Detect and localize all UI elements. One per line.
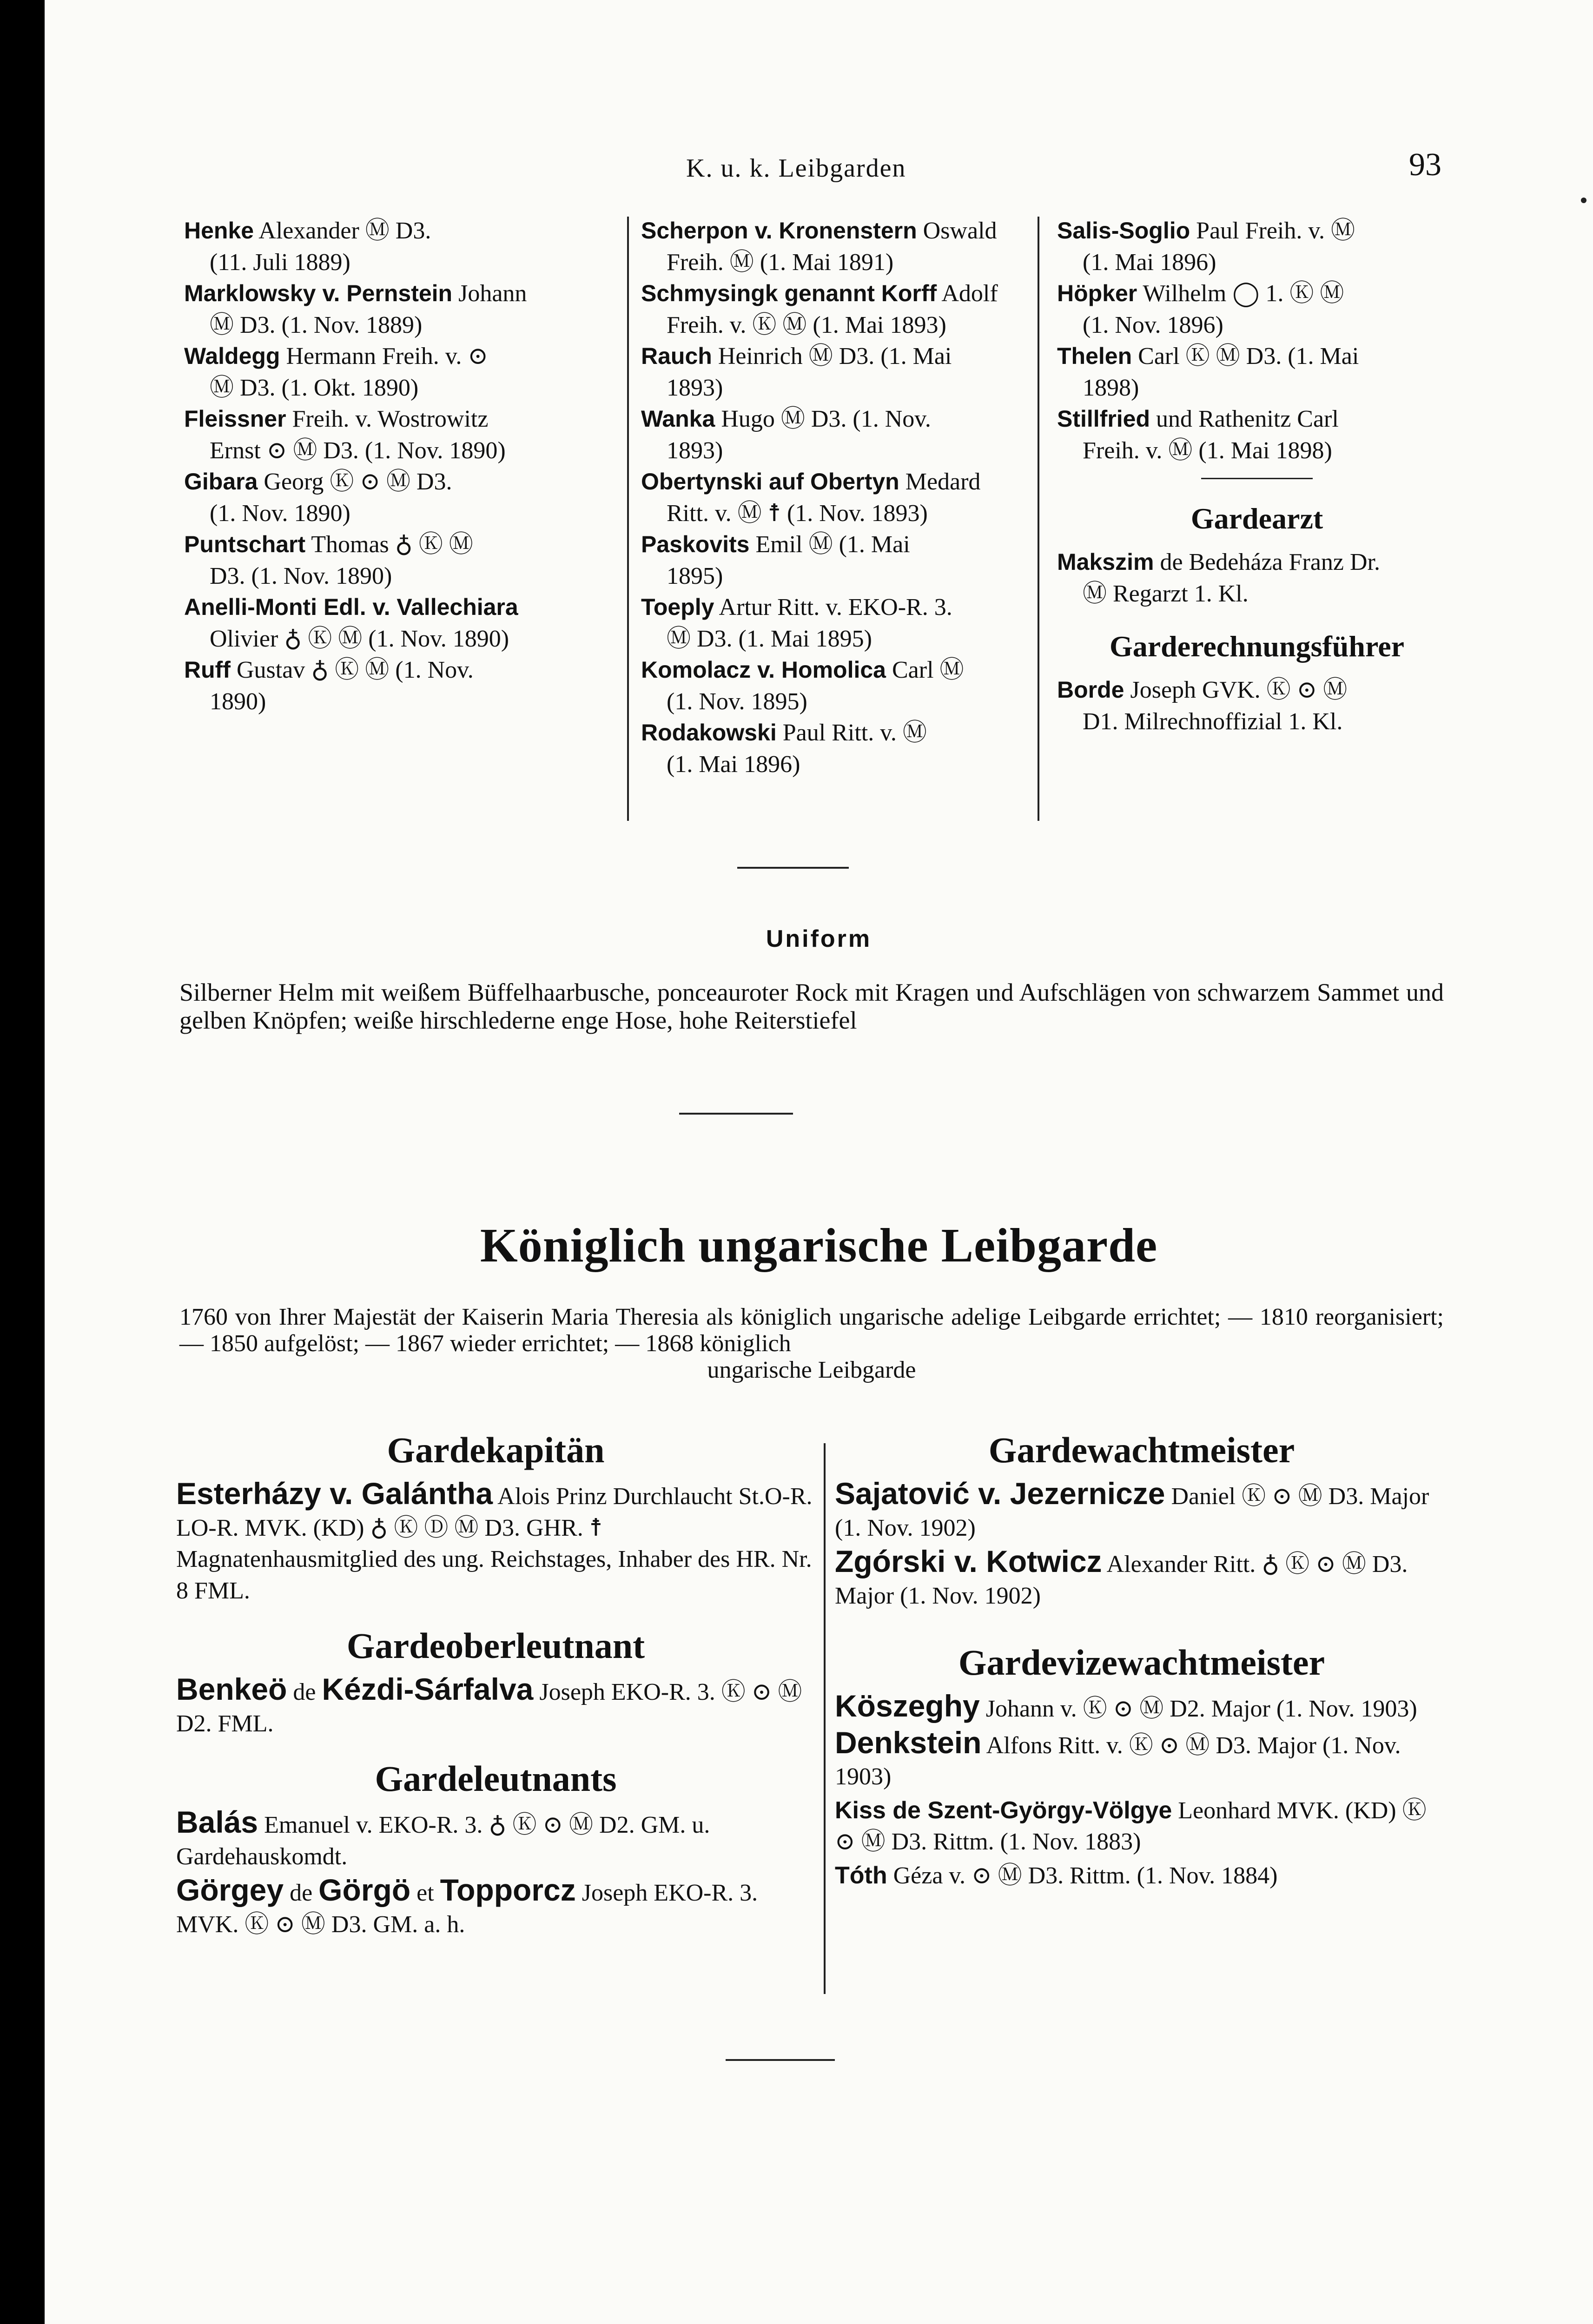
list-item: Anelli-Monti Edl. v. Vallechiara Olivier ♁ Ⓚ Ⓜ (1. Nov. 1890) [184, 594, 518, 652]
list-item: Komolacz v. Homolica Carl Ⓜ (1. Nov. 1895) [641, 657, 964, 715]
list-item: Toeply Artur Ritt. v. EKO-R. 3. Ⓜ D3. (1. Mai 1895) [641, 594, 952, 652]
column-3 [1057, 215, 1457, 737]
left-column [176, 1427, 815, 1942]
running-head: K. u. k. Leibgarden [686, 154, 906, 183]
list-item: Balás Emanuel v. EKO-R. 3. ♁ Ⓚ ⊙ Ⓜ D2. GM. u. Gardehauskomdt. [176, 1805, 710, 1870]
divider [679, 1113, 793, 1115]
intro-text: 1760 von Ihrer Majestät der Kaiserin Maria Theresia als königlich ungarische adelige Leibgarde errichtet; — 1810 reorganisiert; — 1850 aufgelöst; — 1867 wieder errichtet; — 1868 königlich ungarische Leibgarde [179, 1304, 1444, 1383]
list-item: Puntschart Thomas ♁ Ⓚ Ⓜ D3. (1. Nov. 1890) [184, 531, 473, 589]
column-divider [1038, 217, 1039, 821]
list-item: Salis-Soglio Paul Freih. v. Ⓜ (1. Mai 1896) [1057, 218, 1355, 276]
list-item: Esterházy v. Galántha Alois Prinz Durchlaucht St.O-R. LO-R. MVK. (KD) ♁ Ⓚ Ⓓ Ⓜ D3. GHR. ☨ Magnatenhausmitglied des ung. Reichstages, Inhaber des HR. Nr. 8 FML. [176, 1476, 813, 1604]
margin-dot [1581, 198, 1586, 203]
uniform-text: Silberner Helm mit weißem Büffelhaarbusche, ponceauroter Rock mit Kragen und Aufschlägen von schwarzem Sammet und gelben Knöpfen; weiße hirschlederne enge Hose, hohe Reiterstiefel [179, 978, 1444, 1034]
list-item: Rauch Heinrich Ⓜ D3. (1. Mai 1893) [641, 343, 952, 401]
list-item: Wanka Hugo Ⓜ D3. (1. Nov. 1893) [641, 406, 931, 464]
list-item: Köszeghy Johann v. Ⓚ ⊙ Ⓜ D2. Major (1. Nov. 1903) [835, 1689, 1417, 1723]
column-divider [627, 217, 629, 821]
section-heading: Gardekapitän [387, 1430, 605, 1470]
list-item: Paskovits Emil Ⓜ (1. Mai 1895) [641, 531, 910, 589]
list-item: Gibara Georg Ⓚ ⊙ Ⓜ D3. (1. Nov. 1890) [184, 469, 452, 527]
list-item: Fleissner Freih. v. Wostrowitz Ernst ⊙ Ⓜ D3. (1. Nov. 1890) [184, 406, 506, 464]
list-item: Scherpon v. Kronenstern Oswald Freih. Ⓜ (1. Mai 1891) [641, 218, 997, 276]
list-item: Görgey de Görgö et Topporcz Joseph EKO-R. 3. MVK. Ⓚ ⊙ Ⓜ D3. GM. a. h. [176, 1873, 758, 1938]
list-item: Rodakowski Paul Ritt. v. Ⓜ (1. Mai 1896) [641, 720, 927, 778]
section-heading: Gardeleutnants [375, 1758, 617, 1799]
divider [726, 2059, 835, 2061]
list-item: Marklowsky v. Pernstein Johann Ⓜ D3. (1. Nov. 1889) [184, 280, 527, 338]
list-item: Tóth Géza v. ⊙ Ⓜ D3. Rittm. (1. Nov. 1884) [835, 1862, 1278, 1889]
list-item: Stillfried und Rathenitz Carl Freih. v. Ⓜ (1. Mai 1898) [1057, 406, 1339, 464]
list-item: Kiss de Szent-György-Völgye Leonhard MVK. (KD) Ⓚ ⊙ Ⓜ D3. Rittm. (1. Nov. 1883) [835, 1796, 1427, 1855]
list-item: Sajatović v. Jezernicze Daniel Ⓚ ⊙ Ⓜ D3. Major (1. Nov. 1902) [835, 1476, 1429, 1541]
divider [737, 867, 849, 869]
section-heading: Gardeoberleutnant [346, 1625, 645, 1666]
list-item: Borde Joseph GVK. Ⓚ ⊙ Ⓜ D1. Milrechnoffizial 1. Kl. [1057, 677, 1348, 735]
list-item: Höpker Wilhelm ◯ 1. Ⓚ Ⓜ (1. Nov. 1896) [1057, 280, 1344, 338]
list-item: Schmysingk genannt Korff Adolf Freih. v. Ⓚ Ⓜ (1. Mai 1893) [641, 280, 998, 338]
page-number: 93 [1409, 147, 1441, 183]
divider [1201, 478, 1313, 479]
column-divider [824, 1443, 826, 1994]
list-item: Ruff Gustav ♁ Ⓚ Ⓜ (1. Nov. 1890) [184, 657, 474, 715]
list-item: Zgórski v. Kotwicz Alexander Ritt. ♁ Ⓚ ⊙ Ⓜ D3. Major (1. Nov. 1902) [835, 1544, 1408, 1609]
list-item: Waldegg Hermann Freih. v. ⊙ Ⓜ D3. (1. Okt. 1890) [184, 343, 488, 401]
section-heading: Garderechnungsführer [1109, 630, 1405, 663]
list-item: Makszim de Bedeháza Franz Dr. Ⓜ Regarzt 1. Kl. [1057, 549, 1380, 607]
column-1 [184, 215, 621, 717]
list-item: Obertynski auf Obertyn Medard Ritt. v. Ⓜ ☨ (1. Nov. 1893) [641, 469, 981, 527]
right-column [835, 1427, 1448, 1894]
page-title: Königlich ungarische Leibgarde [480, 1219, 1158, 1272]
page [45, 0, 1593, 2324]
section-heading: Gardearzt [1190, 502, 1323, 535]
section-heading: Uniform [766, 925, 872, 952]
list-item: Thelen Carl Ⓚ Ⓜ D3. (1. Mai 1898) [1057, 343, 1359, 401]
list-item: Henke Alexander Ⓜ D3. (11. Juli 1889) [184, 218, 431, 276]
list-item: Denkstein Alfons Ritt. v. Ⓚ ⊙ Ⓜ D3. Major (1. Nov. 1903) [835, 1725, 1401, 1790]
section-heading: Gardevizewachtmeister [958, 1642, 1325, 1683]
section-heading: Gardewachtmeister [988, 1430, 1295, 1470]
column-2 [641, 215, 1034, 780]
list-item: Benkeö de Kézdi-Sárfalva Joseph EKO-R. 3. Ⓚ ⊙ Ⓜ D2. FML. [176, 1672, 802, 1737]
